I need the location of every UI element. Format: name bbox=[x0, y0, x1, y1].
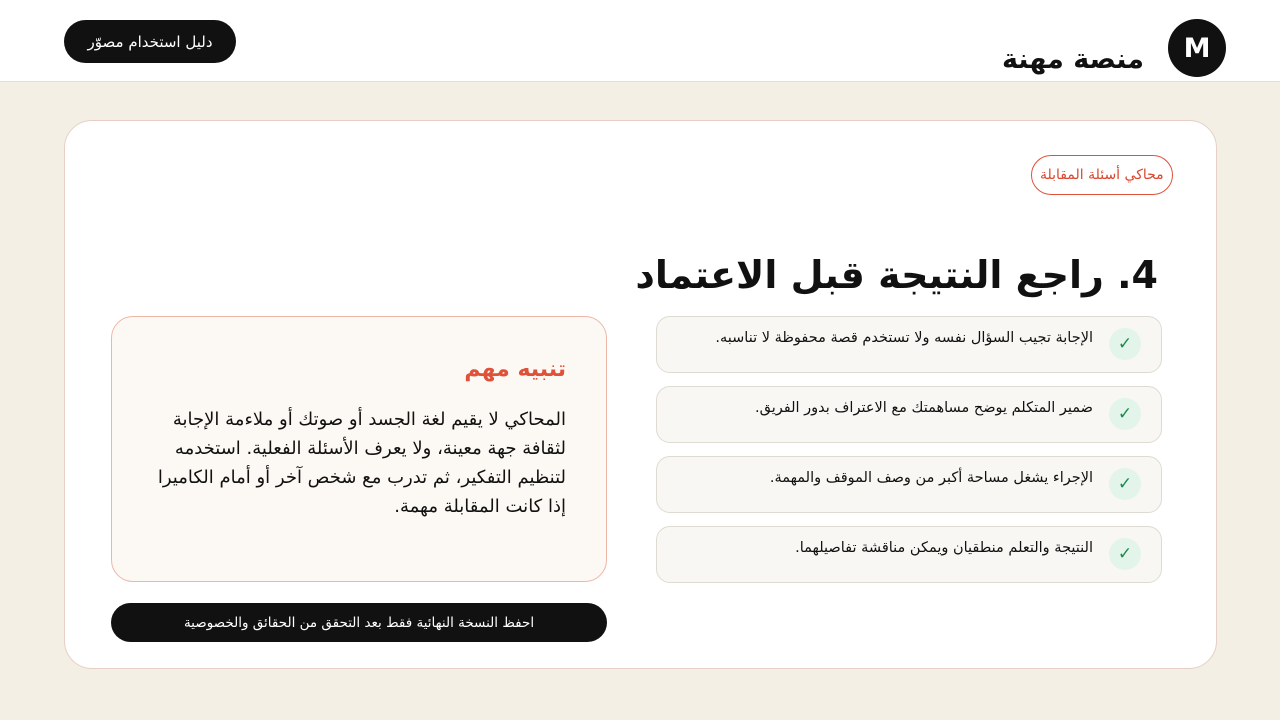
check-icon: ✓ bbox=[1109, 538, 1141, 570]
check-icon: ✓ bbox=[1109, 468, 1141, 500]
checklist-item-text: الإجراء يشغل مساحة أكبر من وصف الموقف والمهمة. bbox=[769, 470, 1093, 486]
checklist-item-text: الإجابة تجيب السؤال نفسه ولا تستخدم قصة محفوظة لا تناسبه. bbox=[715, 330, 1093, 346]
interview-simulator-tag[interactable]: محاكي أسئلة المقابلة bbox=[1031, 155, 1173, 195]
review-card bbox=[64, 120, 1217, 669]
checklist-item-text: ضمير المتكلم يوضح مساهمتك مع الاعتراف بدور الفريق. bbox=[755, 400, 1093, 416]
checklist-item bbox=[656, 386, 1162, 443]
check-icon: ✓ bbox=[1109, 328, 1141, 360]
brand-name[interactable]: منصة مهنة bbox=[1001, 44, 1144, 75]
check-icon: ✓ bbox=[1109, 398, 1141, 430]
guide-button[interactable]: دليل استخدام مصوّر bbox=[64, 20, 236, 63]
save-final-button[interactable]: احفظ النسخة النهائية فقط بعد التحقق من الحقائق والخصوصية bbox=[111, 603, 607, 642]
checklist-item-text: النتيجة والتعلم منطقيان ويمكن مناقشة تفاصيلهما. bbox=[795, 540, 1093, 556]
checklist-item bbox=[656, 526, 1162, 583]
checklist-item bbox=[656, 316, 1162, 373]
checklist-item bbox=[656, 456, 1162, 513]
warning-title: تنبيه مهم bbox=[464, 357, 566, 382]
top-bar bbox=[0, 0, 1280, 82]
warning-body: المحاكي لا يقيم لغة الجسد أو صوتك أو ملاءمة الإجابة لثقافة جهة معينة، ولا يعرف الأسئلة الفعلية. استخدمه لتنظيم التفكير، ثم تدرب مع شخص آخر أو أمام الكاميرا إذا كانت المقابلة مهمة. bbox=[157, 409, 566, 517]
warning-box bbox=[111, 316, 607, 582]
logo-icon[interactable]: M bbox=[1168, 19, 1226, 77]
step-title: 4. راجع النتيجة قبل الاعتماد bbox=[635, 253, 1158, 297]
